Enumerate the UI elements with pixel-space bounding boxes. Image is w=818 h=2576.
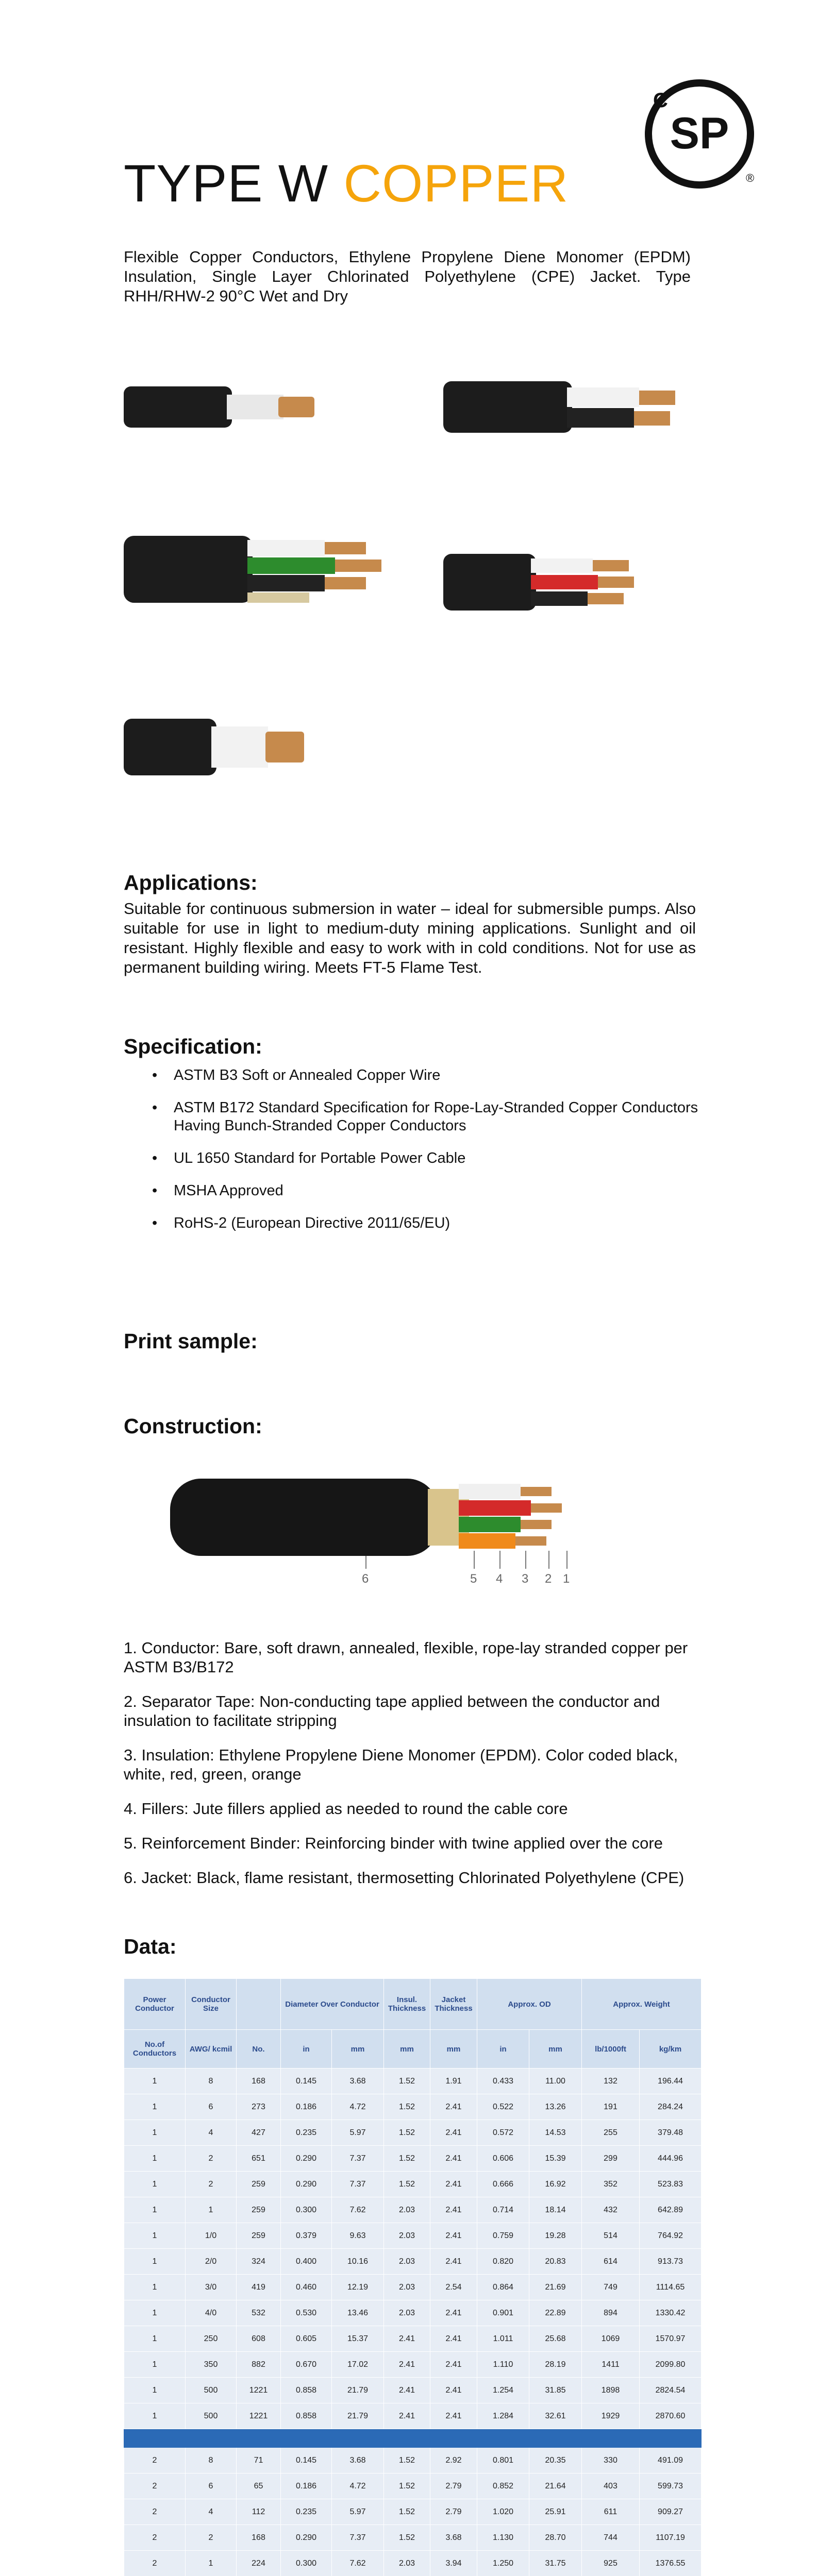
table-cell: 1/0 (186, 2223, 237, 2249)
construction-item: 4. Fillers: Jute fillers applied as needed to round the cable core (124, 1800, 568, 1818)
table-cell: 2.41 (430, 2249, 477, 2275)
table-cell: 1.52 (384, 2069, 430, 2094)
table-cell: 259 (237, 2223, 281, 2249)
table-row (124, 2223, 702, 2249)
table-cell: 1.011 (477, 2326, 529, 2352)
table-cell: 608 (237, 2326, 281, 2352)
table-cell: 4 (186, 2499, 237, 2525)
table-cell: 2.41 (430, 2326, 477, 2352)
table-cell: 168 (237, 2069, 281, 2094)
header-kg: kg/km (640, 2030, 702, 2069)
table-cell: 2.54 (430, 2275, 477, 2300)
table-cell: 882 (237, 2352, 281, 2378)
table-cell: 21.69 (529, 2275, 582, 2300)
table-cell: 196.44 (640, 2069, 702, 2094)
table-cell: 21.79 (332, 2378, 384, 2403)
table-cell: 7.62 (332, 2551, 384, 2576)
table-cell: 4/0 (186, 2300, 237, 2326)
table-cell: 13.26 (529, 2094, 582, 2120)
table-cell: 0.572 (477, 2120, 529, 2146)
table-cell: 1 (124, 2146, 186, 2172)
table-row (124, 2197, 702, 2223)
table-cell: 0.820 (477, 2249, 529, 2275)
table-cell: 21.64 (529, 2473, 582, 2499)
table-cell: 3.68 (332, 2069, 384, 2094)
table-cell: 17.02 (332, 2352, 384, 2378)
table-cell: 324 (237, 2249, 281, 2275)
table-cell: 2099.80 (640, 2352, 702, 2378)
table-cell: 0.460 (281, 2275, 332, 2300)
table-cell: 1.284 (477, 2403, 529, 2429)
table-cell: 1069 (582, 2326, 640, 2352)
table-cell: 1 (124, 2326, 186, 2352)
table-cell: 1.020 (477, 2499, 529, 2525)
group-separator (124, 2429, 702, 2448)
spec-item: • ASTM B3 Soft or Annealed Copper Wire (152, 1066, 698, 1084)
table-cell: 4 (186, 2120, 237, 2146)
callout-6: 6 (362, 1572, 369, 1586)
table-cell: 1.52 (384, 2094, 430, 2120)
header-awg: AWG/ kcmil (186, 2030, 237, 2069)
table-cell: 0.186 (281, 2473, 332, 2499)
table-row (124, 2525, 702, 2551)
table-cell: 5.97 (332, 2120, 384, 2146)
table-cell: 25.68 (529, 2326, 582, 2352)
table-cell: 7.37 (332, 2525, 384, 2551)
table-cell: 2.03 (384, 2551, 430, 2576)
table-cell: 0.433 (477, 2069, 529, 2094)
table-cell: 0.300 (281, 2197, 332, 2223)
header-jacket: Jacket Thickness (430, 1979, 477, 2030)
table-cell: 2.03 (384, 2249, 430, 2275)
table-cell: 2 (124, 2473, 186, 2499)
table-row (124, 2146, 702, 2172)
table-cell: 1.52 (384, 2473, 430, 2499)
table-cell: 1 (124, 2275, 186, 2300)
spec-item: • UL 1650 Standard for Portable Power Cable (152, 1149, 698, 1167)
table-cell: 1.52 (384, 2172, 430, 2197)
header-no: No. (237, 2030, 281, 2069)
table-cell: 0.235 (281, 2499, 332, 2525)
table-cell: 224 (237, 2551, 281, 2576)
table-cell: 2.41 (384, 2403, 430, 2429)
header-in: in (281, 2030, 332, 2069)
table-cell: 0.530 (281, 2300, 332, 2326)
cable-image-1c-variant (124, 711, 309, 783)
table-cell: 1.52 (384, 2448, 430, 2473)
table-cell: 2.41 (430, 2378, 477, 2403)
table-cell: 2 (124, 2448, 186, 2473)
table-cell: 2.03 (384, 2300, 430, 2326)
applications-heading: Applications: (124, 871, 258, 894)
table-cell: 2 (186, 2146, 237, 2172)
spec-item: • RoHS-2 (European Directive 2011/65/EU) (152, 1214, 698, 1232)
table-cell: 0.759 (477, 2223, 529, 2249)
logo-mark: SP (670, 109, 729, 158)
table-cell: 1570.97 (640, 2326, 702, 2352)
print-sample-heading: Print sample: (124, 1329, 258, 1353)
cable-image-1c (124, 376, 320, 438)
table-cell: 31.75 (529, 2551, 582, 2576)
table-cell: 284.24 (640, 2094, 702, 2120)
table-cell: 22.89 (529, 2300, 582, 2326)
table-cell: 749 (582, 2275, 640, 2300)
table-cell: 9.63 (332, 2223, 384, 2249)
construction-diagram (170, 1468, 593, 1587)
table-cell: 7.37 (332, 2172, 384, 2197)
table-cell: 1929 (582, 2403, 640, 2429)
table-cell: 352 (582, 2172, 640, 2197)
table-cell: 3/0 (186, 2275, 237, 2300)
header-lb: lb/1000ft (582, 2030, 640, 2069)
table-cell: 3.68 (430, 2525, 477, 2551)
applications-text: Suitable for continuous submersion in water – ideal for submersible pumps. Also suitable for use in light to medium-duty mining applications. Sunlight and oil resistant. Highly flexible and easy to work with in cold conditions. Not for use as permanent building wiring. Meets FT-5 Flame Test. (124, 900, 696, 976)
table-cell: 2 (124, 2499, 186, 2525)
callout-2: 2 (545, 1572, 552, 1586)
logo-registered: ® (746, 172, 755, 184)
table-cell: 13.46 (332, 2300, 384, 2326)
table-cell: 132 (582, 2069, 640, 2094)
table-cell: 1.91 (430, 2069, 477, 2094)
table-cell: 0.290 (281, 2525, 332, 2551)
data-heading: Data: (124, 1935, 177, 1958)
callout-3: 3 (522, 1572, 529, 1586)
table-cell: 403 (582, 2473, 640, 2499)
cable-image-2c (443, 371, 722, 443)
table-cell: 1.52 (384, 2146, 430, 2172)
table-cell: 71 (237, 2448, 281, 2473)
table-cell: 5.97 (332, 2499, 384, 2525)
table-cell: 18.14 (529, 2197, 582, 2223)
table-cell: 2 (124, 2525, 186, 2551)
table-cell: 1.250 (477, 2551, 529, 2576)
table-cell: 1 (124, 2352, 186, 2378)
table-cell: 913.73 (640, 2249, 702, 2275)
table-cell: 2.92 (430, 2448, 477, 2473)
table-cell: 4.72 (332, 2094, 384, 2120)
table-cell: 21.79 (332, 2403, 384, 2429)
table-cell: 7.62 (332, 2197, 384, 2223)
table-row (124, 2378, 702, 2403)
construction-heading: Construction: (124, 1414, 262, 1438)
table-cell: 28.19 (529, 2352, 582, 2378)
table-cell: 1.130 (477, 2525, 529, 2551)
table-cell: 500 (186, 2378, 237, 2403)
table-row (124, 2551, 702, 2576)
table-cell: 2.41 (384, 2352, 430, 2378)
table-cell: 0.300 (281, 2551, 332, 2576)
table-cell: 2.03 (384, 2275, 430, 2300)
table-cell: 925 (582, 2551, 640, 2576)
table-cell: 1.52 (384, 2499, 430, 2525)
table-cell: 491.09 (640, 2448, 702, 2473)
table-cell: 2.41 (430, 2403, 477, 2429)
table-row (124, 2094, 702, 2120)
table-cell: 1221 (237, 2378, 281, 2403)
table-cell: 764.92 (640, 2223, 702, 2249)
table-cell: 444.96 (640, 2146, 702, 2172)
table-cell: 8 (186, 2069, 237, 2094)
table-cell: 523.83 (640, 2172, 702, 2197)
table-cell: 2824.54 (640, 2378, 702, 2403)
table-cell: 1 (124, 2094, 186, 2120)
table-cell: 2.41 (384, 2326, 430, 2352)
title-copper: COPPER (343, 154, 569, 213)
table-cell: 25.91 (529, 2499, 582, 2525)
page-title (124, 154, 569, 213)
table-cell: 0.145 (281, 2069, 332, 2094)
table-cell: 2/0 (186, 2249, 237, 2275)
spec-item: • ASTM B172 Standard Specification for Rope-Lay-Stranded Copper Conductors Having Bunch-Stranded Copper Conductors (152, 1099, 698, 1135)
table-cell: 16.92 (529, 2172, 582, 2197)
table-cell: 2.03 (384, 2223, 430, 2249)
header-diameter: Diameter Over Conductor (281, 1979, 384, 2030)
table-cell: 1 (124, 2403, 186, 2429)
table-row (124, 2249, 702, 2275)
separator-cell (124, 2429, 702, 2448)
title-type-w: TYPE W (124, 154, 344, 213)
table-cell: 3.94 (430, 2551, 477, 2576)
table-cell: 11.00 (529, 2069, 582, 2094)
table-cell: 14.53 (529, 2120, 582, 2146)
table-cell: 744 (582, 2525, 640, 2551)
table-cell: 2.41 (430, 2352, 477, 2378)
table-row (124, 2499, 702, 2525)
table-cell: 6 (186, 2094, 237, 2120)
callout-4: 4 (496, 1572, 503, 1586)
table-cell: 28.70 (529, 2525, 582, 2551)
table-row (124, 2326, 702, 2352)
logo-suffix: C (653, 89, 668, 112)
table-cell: 1 (124, 2172, 186, 2197)
table-cell: 611 (582, 2499, 640, 2525)
table-cell: 2.41 (384, 2378, 430, 2403)
table-cell: 2.41 (430, 2223, 477, 2249)
cable-image-3c (443, 546, 670, 618)
table-cell: 1 (124, 2300, 186, 2326)
table-cell: 19.28 (529, 2223, 582, 2249)
table-cell: 500 (186, 2403, 237, 2429)
specification-list (152, 1066, 698, 1247)
table-cell: 20.83 (529, 2249, 582, 2275)
table-cell: 1 (124, 2378, 186, 2403)
table-cell: 191 (582, 2094, 640, 2120)
table-cell: 1898 (582, 2378, 640, 2403)
table-cell: 0.145 (281, 2448, 332, 2473)
table-cell: 6 (186, 2473, 237, 2499)
table-cell: 2 (186, 2525, 237, 2551)
header-insul: Insul. Thickness (384, 1979, 430, 2030)
table-cell: 1330.42 (640, 2300, 702, 2326)
table-cell: 0.605 (281, 2326, 332, 2352)
csa-certification-logo (642, 76, 758, 192)
table-cell: 1 (124, 2223, 186, 2249)
table-cell: 0.858 (281, 2378, 332, 2403)
table-row (124, 2172, 702, 2197)
callout-5: 5 (470, 1572, 477, 1586)
table-cell: 273 (237, 2094, 281, 2120)
table-cell: 894 (582, 2300, 640, 2326)
table-cell: 1221 (237, 2403, 281, 2429)
header-approx-weight: Approx. Weight (582, 1979, 702, 2030)
table-cell: 12.19 (332, 2275, 384, 2300)
header-mm: mm (332, 2030, 384, 2069)
table-cell: 0.379 (281, 2223, 332, 2249)
table-row (124, 2403, 702, 2429)
table-cell: 2.03 (384, 2197, 430, 2223)
table-cell: 4.72 (332, 2473, 384, 2499)
table-cell: 0.714 (477, 2197, 529, 2223)
table-cell: 1.110 (477, 2352, 529, 2378)
table-cell: 15.39 (529, 2146, 582, 2172)
header-approx-od: Approx. OD (477, 1979, 582, 2030)
table-cell: 2 (186, 2172, 237, 2197)
table-cell: 350 (186, 2352, 237, 2378)
table-row (124, 2069, 702, 2094)
table-cell: 532 (237, 2300, 281, 2326)
table-cell: 2.41 (430, 2197, 477, 2223)
construction-item: 2. Separator Tape: Non-conducting tape applied between the conductor and insulation to facilitate stripping (124, 1692, 660, 1730)
table-cell: 427 (237, 2120, 281, 2146)
header-conductor-size: Conductor Size (186, 1979, 237, 2030)
table-cell: 514 (582, 2223, 640, 2249)
table-row (124, 2448, 702, 2473)
table-cell: 1376.55 (640, 2551, 702, 2576)
construction-list (124, 1638, 696, 1903)
table-cell: 7.37 (332, 2146, 384, 2172)
table-cell: 2.79 (430, 2473, 477, 2499)
table-cell: 419 (237, 2275, 281, 2300)
table-cell: 255 (582, 2120, 640, 2146)
table-cell: 0.186 (281, 2094, 332, 2120)
table-row (124, 2275, 702, 2300)
table-cell: 642.89 (640, 2197, 702, 2223)
table-cell: 0.235 (281, 2120, 332, 2146)
table-cell: 0.666 (477, 2172, 529, 2197)
cable-data-table (124, 1978, 702, 2576)
table-cell: 2.79 (430, 2499, 477, 2525)
table-cell: 0.864 (477, 2275, 529, 2300)
table-cell: 0.522 (477, 2094, 529, 2120)
header-blank (237, 1979, 281, 2030)
table-cell: 1 (124, 2249, 186, 2275)
table-cell: 2.41 (430, 2120, 477, 2146)
header-mm-od: mm (529, 2030, 582, 2069)
table-cell: 10.16 (332, 2249, 384, 2275)
table-cell: 0.670 (281, 2352, 332, 2378)
table-cell: 432 (582, 2197, 640, 2223)
table-row (124, 2120, 702, 2146)
table-cell: 299 (582, 2146, 640, 2172)
table-cell: 8 (186, 2448, 237, 2473)
table-cell: 909.27 (640, 2499, 702, 2525)
table-cell: 614 (582, 2249, 640, 2275)
table-cell: 0.290 (281, 2172, 332, 2197)
table-cell: 651 (237, 2146, 281, 2172)
table-cell: 1114.65 (640, 2275, 702, 2300)
table-cell: 168 (237, 2525, 281, 2551)
table-cell: 250 (186, 2326, 237, 2352)
table-cell: 0.852 (477, 2473, 529, 2499)
table-cell: 0.400 (281, 2249, 332, 2275)
table-cell: 15.37 (332, 2326, 384, 2352)
callout-1: 1 (563, 1572, 570, 1586)
table-cell: 1107.19 (640, 2525, 702, 2551)
table-cell: 259 (237, 2197, 281, 2223)
table-cell: 3.68 (332, 2448, 384, 2473)
table-cell: 2.41 (430, 2094, 477, 2120)
table-cell: 0.290 (281, 2146, 332, 2172)
table-cell: 0.901 (477, 2300, 529, 2326)
table-cell: 1.52 (384, 2120, 430, 2146)
table-cell: 2 (124, 2551, 186, 2576)
table-cell: 0.858 (281, 2403, 332, 2429)
table-cell: 1411 (582, 2352, 640, 2378)
construction-item: 6. Jacket: Black, flame resistant, thermosetting Chlorinated Polyethylene (CPE) (124, 1869, 685, 1887)
header-mm-jacket: mm (430, 2030, 477, 2069)
spec-item: • MSHA Approved (152, 1182, 698, 1200)
table-cell: 1 (124, 2197, 186, 2223)
table-cell: 112 (237, 2499, 281, 2525)
table-row (124, 2300, 702, 2326)
product-description: Flexible Copper Conductors, Ethylene Propylene Diene Monomer (EPDM) Insulation, Single Layer Chlorinated Polyethylene (CPE) Jacket. Type RHH/RHW-2 90°C Wet and Dry (124, 248, 691, 305)
table-cell: 1 (124, 2120, 186, 2146)
table-cell: 1.254 (477, 2378, 529, 2403)
table-cell: 32.61 (529, 2403, 582, 2429)
specification-heading: Specification: (124, 1035, 262, 1058)
table-cell: 0.606 (477, 2146, 529, 2172)
table-cell: 2.41 (430, 2300, 477, 2326)
table-cell: 1 (186, 2551, 237, 2576)
table-cell: 379.48 (640, 2120, 702, 2146)
header-power-conductor: Power Conductor (124, 1979, 186, 2030)
table-cell: 330 (582, 2448, 640, 2473)
table-row (124, 2473, 702, 2499)
table-cell: 1 (186, 2197, 237, 2223)
table-cell: 0.801 (477, 2448, 529, 2473)
cable-image-4c (124, 526, 412, 618)
table-cell: 2.41 (430, 2172, 477, 2197)
table-cell: 599.73 (640, 2473, 702, 2499)
table-cell: 2870.60 (640, 2403, 702, 2429)
table-cell: 2.41 (430, 2146, 477, 2172)
header-in-od: in (477, 2030, 529, 2069)
table-cell: 65 (237, 2473, 281, 2499)
header-no-cond: No.of Conductors (124, 2030, 186, 2069)
construction-item: 5. Reinforcement Binder: Reinforcing binder with twine applied over the core (124, 1834, 663, 1852)
table-cell: 20.35 (529, 2448, 582, 2473)
table-cell: 259 (237, 2172, 281, 2197)
table-cell: 1 (124, 2069, 186, 2094)
header-mm-insul: mm (384, 2030, 430, 2069)
table-row (124, 2352, 702, 2378)
table-cell: 31.85 (529, 2378, 582, 2403)
construction-item: 3. Insulation: Ethylene Propylene Diene Monomer (EPDM). Color coded black, white, red, green, orange (124, 1746, 678, 1783)
table-cell: 1.52 (384, 2525, 430, 2551)
construction-item: 1. Conductor: Bare, soft drawn, annealed, flexible, rope-lay stranded copper per ASTM B3/B172 (124, 1639, 688, 1676)
